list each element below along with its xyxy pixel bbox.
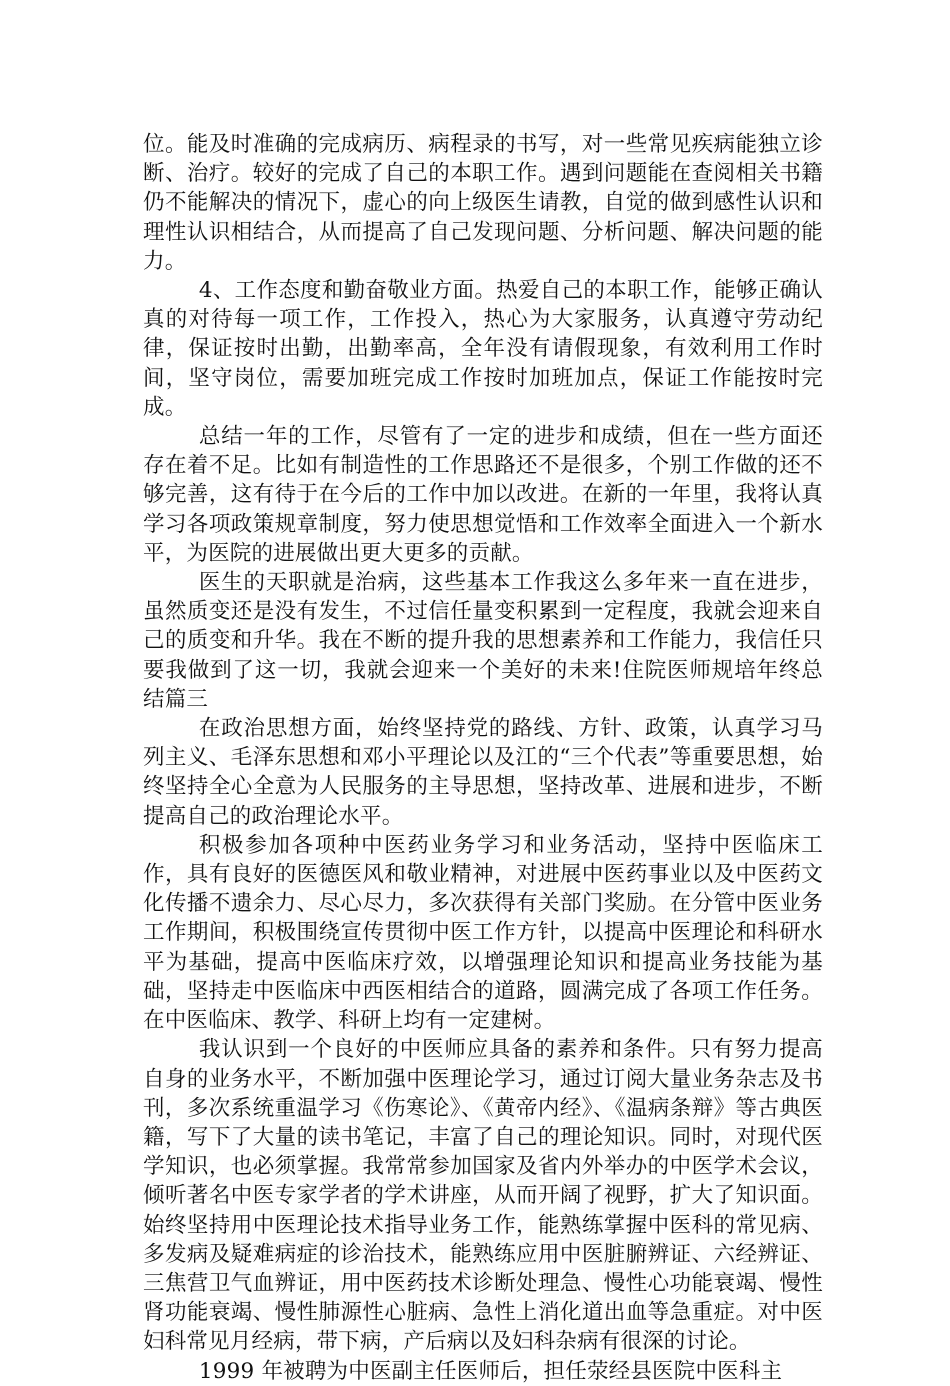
- paragraph-doctor-duty: 医生的天职就是治病，这些基本工作我这么多年来一直在进步，虽然质变还是没有发生，不过信任量变积累到一定程度，我就会迎来自己的质变和升华。我在不断的提升我的思想素养和工作能力，我信任只要我做到了这一切，我就会迎来一个美好的未来!住院医师规培年终总结篇三: [143, 570, 823, 712]
- paragraph-work-attitude: 4、工作态度和勤奋敬业方面。热爱自己的本职工作，能够正确认真的对待每一项工作，工作投入，热心为大家服务，认真遵守劳动纪律，保证按时出勤，出勤率高，全年没有请假现象，有效利用工作时间，坚守岗位，需要加班完成工作按时加班加点，保证工作能按时完成。: [143, 278, 823, 420]
- paragraph-tcm-qualities: 我认识到一个良好的中医师应具备的素养和条件。只有努力提高自身的业务水平，不断加强中医理论学习，通过订阅大量业务杂志及书刊，多次系统重温学习《伤寒论》、《黄帝内经》、《温病条辩》等古典医籍，写下了大量的读书笔记，丰富了自己的理论知识。同时，对现代医学知识，也必须掌握。我常常参加国家及省内外举办的中医学术会议，倾听著名中医专家学者的学术讲座，从而开阔了视野，扩大了知识面。始终坚持用中医理论技术指导业务工作，能熟练掌握中医科的常见病、多发病及疑难病症的诊治技术，能熟练应用中医脏腑辨证、六经辨证、三焦营卫气血辨证，用中医药技术诊断处理急、慢性心功能衰竭、慢性肾功能衰竭、慢性肺源性心脏病、急性上消化道出血等急重症。对中医妇科常见月经病，带下病，产后病以及妇科杂病有很深的讨论。: [143, 1037, 823, 1355]
- paragraph-political-thought: 在政治思想方面，始终坚持党的路线、方针、政策，认真学习马列主义、毛泽东思想和邓小平理论以及江的“三个代表”等重要思想，始终坚持全心全意为人民服务的主导思想，坚持改革、进展和进步，不断提高自己的政治理论水平。: [143, 716, 823, 829]
- paragraph-year-summary: 总结一年的工作，尽管有了一定的进步和成绩，但在一些方面还存在着不足。比如有制造性的工作思路还不是很多，个别工作做的还不够完善，这有待于在今后的工作中加以改进。在新的一年里，我将认真学习各项政策规章制度，努力使思想觉悟和工作效率全面进入一个新水平，为医院的进展做出更大更多的贡献。: [143, 424, 823, 566]
- paragraph-continued: 位。能及时准确的完成病历、病程录的书写，对一些常见疾病能独立诊断、治疗。较好的完成了自己的本职工作。遇到问题能在查阅相关书籍仍不能解决的情况下，虚心的向上级医生请教，自觉的做到感性认识和理性认识相结合，从而提高了自己发现问题、分析问题、解决问题的能力。: [143, 132, 823, 274]
- document-body: [143, 130, 823, 1386]
- paragraph-tcm-activities: 积极参加各项种中医药业务学习和业务活动，坚持中医临床工作，具有良好的医德医风和敬业精神，对进展中医药事业以及中医药文化传播不遗余力、尽心尽力，多次获得有关部门奖励。在分管中医业务工作期间，积极围绕宣传贯彻中医工作方针，以提高中医理论和科研水平为基础，提高中医临床疗效，以增强理论知识和提高业务技能为基础，坚持走中医临床中西医相结合的道路，圆满完成了各项工作任务。在中医临床、教学、科研上均有一定建树。: [143, 832, 823, 1034]
- paragraph-appointment: 1999 年被聘为中医副主任医师后，担任荥经县医院中医科主: [198, 1358, 783, 1384]
